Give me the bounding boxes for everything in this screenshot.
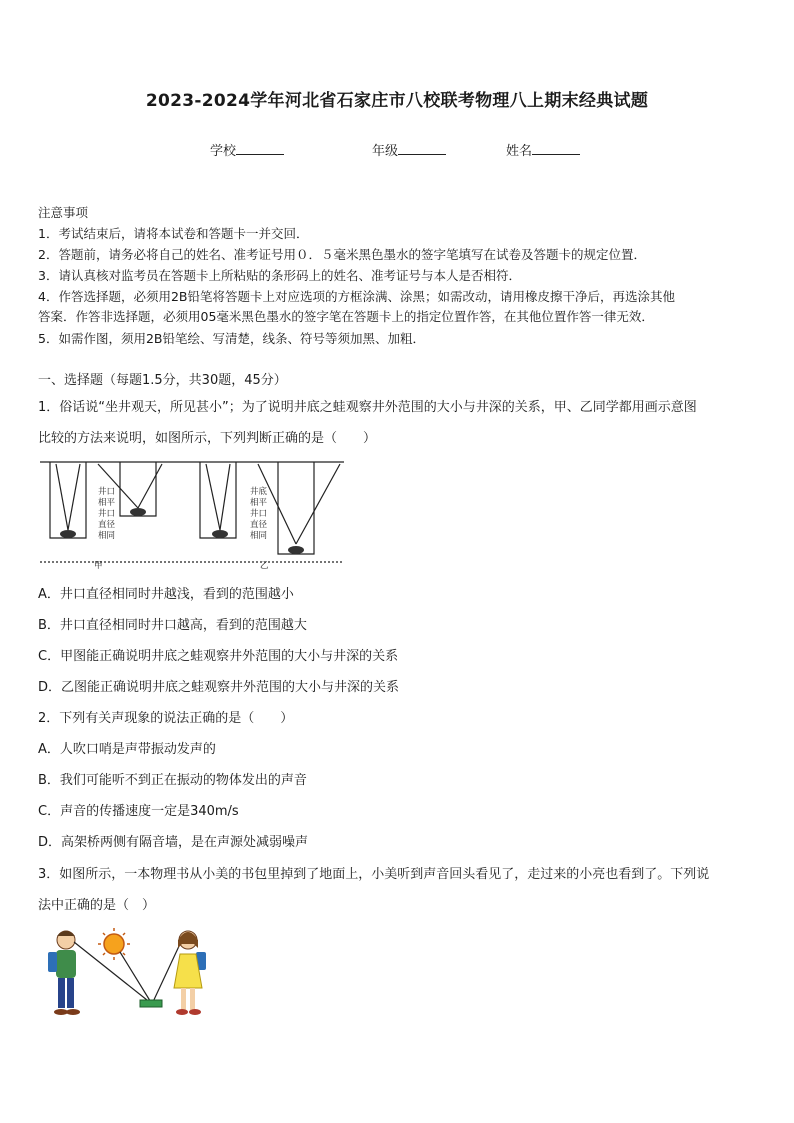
notice-item: 1．考试结束后，请将本试卷和答题卡一并交回． (38, 226, 309, 241)
q2-option-a: A．人吹口哨是声带振动发声的 (38, 742, 216, 757)
q2-option-d: D．高架桥两侧有隔音墙，是在声源处减弱噪声 (38, 835, 309, 850)
grade-blank (398, 142, 446, 155)
note-b-line: 井口 (250, 509, 268, 519)
q2-option-c: C．声音的传播速度一定是340m/s (38, 804, 239, 819)
question-1-stem: 1．俗话说“坐井观天，所见甚小”；为了说明井底之蛙观察井外范围的大小与井深的关系，甲、乙同学都用画示意图 (38, 400, 697, 415)
notice-item: 2．答题前，请务必将自己的姓名、准考证号用０．５毫米黑色墨水的签字笔填写在试卷及答题卡的规定位置． (38, 247, 646, 262)
sun-icon (98, 928, 130, 960)
q1-option-b: B．井口直径相同时井口越高，看到的范围越大 (38, 618, 307, 633)
school-field (210, 140, 284, 159)
note-a-line: 直径 (98, 520, 116, 530)
name-label: 姓名 (506, 144, 533, 159)
book-icon (140, 1000, 162, 1007)
well-frog-figure (38, 458, 348, 570)
school-blank (236, 142, 284, 155)
book-drop-illustration (44, 926, 220, 1026)
notice-item: 4．作答选择题，必须用2B铅笔将答题卡上对应选项的方框涂满、涂黑；如需改动，请用橡皮擦干净后，再选涂其他 (38, 289, 675, 304)
grade-field (372, 140, 446, 159)
note-a-line: 相平 (98, 498, 116, 508)
question-1-stem-cont: 比较的方法来说明，如图所示，下列判断正确的是（ ） (38, 431, 377, 446)
notice-item: 5．如需作图，须用2B铅笔绘、写清楚，线条、符号等须加黑、加粗． (38, 331, 425, 346)
note-a-line: 相同 (98, 531, 116, 541)
name-blank (532, 142, 580, 155)
page-title: 2023-2024学年河北省石家庄市八校联考物理八上期末经典试题 (145, 91, 649, 111)
q1-option-d: D．乙图能正确说明井底之蛙观察井外范围的大小与井深的关系 (38, 680, 400, 695)
note-b-line: 井底 (250, 487, 268, 497)
note-b-line: 相平 (250, 498, 268, 508)
question-3-stem: 3．如图所示，一本物理书从小美的书包里掉到了地面上，小美听到声音回头看见了，走过来的小亮也看到了。下列说 (38, 867, 710, 882)
name-field (506, 140, 580, 159)
section-heading: 一、选择题（每题1.5分，共30题，45分） (38, 373, 287, 388)
notice-item: 答案．作答非选择题，必须用05毫米黑色墨水的签字笔在答题卡上的指定位置作答，在其他位置作答一律无效． (38, 309, 654, 324)
girl-icon (174, 931, 206, 1015)
question-2-stem: 2．下列有关声现象的说法正确的是（ ） (38, 711, 294, 726)
note-a-line: 井口 (98, 509, 116, 519)
note-b-line: 相同 (250, 531, 268, 541)
notice-heading: 注意事项 (38, 205, 89, 220)
q2-option-b: B．我们可能听不到正在振动的物体发出的声音 (38, 773, 307, 788)
school-label: 学校 (210, 144, 237, 159)
question-3-stem-cont: 法中正确的是（ ） (38, 898, 156, 913)
q1-option-a: A．井口直径相同时井越浅，看到的范围越小 (38, 587, 294, 602)
grade-label: 年级 (372, 144, 399, 159)
frog-icon (60, 508, 304, 554)
q1-option-c: C．甲图能正确说明井底之蛙观察井外范围的大小与井深的关系 (38, 649, 399, 664)
note-a-line: 井口 (98, 487, 116, 497)
figure-label-a: 甲 (94, 561, 103, 570)
figure-label-b: 乙 (260, 561, 269, 570)
notice-item: 3．请认真核对监考员在答题卡上所粘贴的条形码上的姓名、准考证号与本人是否相符． (38, 268, 521, 283)
note-b-line: 直径 (250, 520, 268, 530)
